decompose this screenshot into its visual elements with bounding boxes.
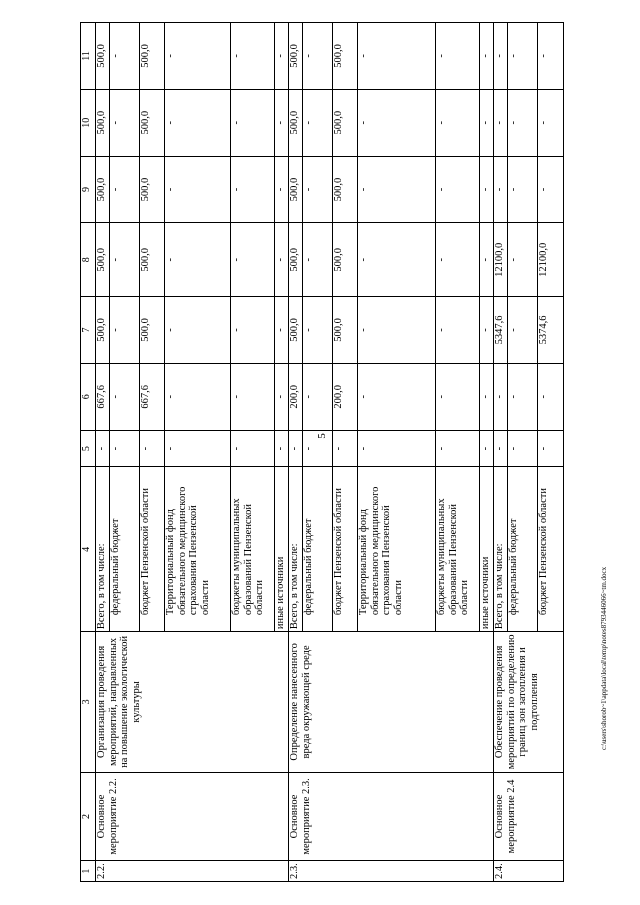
funding-source: бюджет Пензенской области (538, 488, 549, 616)
amount-cell: - (494, 89, 508, 156)
amount-cell: - (494, 23, 508, 90)
col-header: 10 (81, 89, 96, 156)
col-header: 5 (81, 430, 96, 467)
col-header: 11 (81, 23, 96, 90)
amount-cell: - (358, 223, 436, 297)
funding-source-cell (275, 467, 289, 632)
program-table-area (80, 22, 560, 882)
funding-source: Территориальный фонд обязательного медицинского страхования Пензенской области (358, 486, 404, 616)
amount-cell: 5347,6 (494, 297, 508, 364)
amount-cell: 500,0 (333, 23, 358, 90)
amount-cell: 12100,0 (494, 223, 508, 297)
amount-cell: - (165, 23, 231, 90)
amount-cell: 500,0 (289, 297, 303, 364)
amount-cell: - (494, 430, 508, 467)
funding-source: федеральный бюджет (303, 518, 314, 616)
amount-cell: - (303, 430, 333, 467)
funding-source-cell (231, 467, 275, 632)
amount-cell: - (275, 430, 289, 467)
amount-cell: - (358, 156, 436, 223)
funding-source-cell (140, 467, 165, 632)
funding-source-cell (110, 467, 140, 632)
amount-cell: - (110, 156, 140, 223)
amount-cell: 500,0 (333, 297, 358, 364)
amount-cell: - (480, 23, 494, 90)
item-number: 2.2. (96, 861, 289, 882)
item-number: 2.3. (289, 861, 494, 882)
funding-source-cell (494, 467, 508, 632)
amount-cell: - (303, 297, 333, 364)
col-header: 4 (81, 467, 96, 632)
funding-source: федеральный бюджет (110, 518, 121, 616)
funding-source: бюджет Пензенской области (333, 488, 344, 616)
funding-source: Территориальный фонд обязательного медицинского страхования Пензенской области (165, 486, 211, 616)
amount-cell: - (480, 89, 494, 156)
amount-cell: - (358, 89, 436, 156)
amount-cell: - (494, 363, 508, 430)
amount-cell: - (508, 89, 538, 156)
amount-cell: - (480, 223, 494, 297)
amount-cell: - (275, 23, 289, 90)
amount-cell: - (289, 430, 303, 467)
amount-cell: - (480, 363, 494, 430)
funding-source: Всего, в том числе: (96, 543, 107, 630)
amount-cell: - (436, 430, 480, 467)
amount-cell: - (436, 223, 480, 297)
table-row (96, 23, 110, 882)
amount-cell: - (303, 156, 333, 223)
amount-cell: - (165, 89, 231, 156)
col-header: 1 (81, 861, 96, 882)
amount-cell: - (303, 89, 333, 156)
amount-cell: 500,0 (140, 297, 165, 364)
amount-cell: 500,0 (96, 223, 110, 297)
funding-source-cell (480, 467, 494, 632)
amount-cell: - (275, 156, 289, 223)
funding-source: бюджеты муниципальных образований Пензенской области (436, 498, 470, 616)
amount-cell: 500,0 (289, 23, 303, 90)
amount-cell: 500,0 (289, 89, 303, 156)
amount-cell: - (436, 297, 480, 364)
amount-cell: 667,6 (140, 363, 165, 430)
amount-cell: - (358, 430, 436, 467)
amount-cell: - (110, 297, 140, 364)
page-number: 5 (316, 433, 328, 439)
table-row (289, 23, 303, 882)
amount-cell: 500,0 (333, 223, 358, 297)
amount-cell: - (275, 89, 289, 156)
amount-cell: - (231, 430, 275, 467)
amount-cell: - (508, 363, 538, 430)
amount-cell: - (96, 430, 110, 467)
item-number: 2.4. (494, 861, 564, 882)
funding-source-cell (436, 467, 480, 632)
amount-cell: - (538, 363, 564, 430)
amount-cell: 500,0 (140, 223, 165, 297)
funding-source: бюджет Пензенской области (140, 488, 151, 616)
amount-cell: - (165, 430, 231, 467)
amount-cell: - (508, 297, 538, 364)
amount-cell: - (538, 23, 564, 90)
amount-cell: - (110, 430, 140, 467)
amount-cell: - (436, 156, 480, 223)
amount-cell: 12100,0 (538, 223, 564, 297)
amount-cell: - (275, 297, 289, 364)
amount-cell: - (480, 430, 494, 467)
funding-source-cell (333, 467, 358, 632)
funding-source-cell (538, 467, 564, 632)
amount-cell: - (358, 23, 436, 90)
amount-cell: 500,0 (140, 89, 165, 156)
col-header: 6 (81, 363, 96, 430)
amount-cell: - (508, 430, 538, 467)
amount-cell: - (110, 363, 140, 430)
activity-name: Основное мероприятие 2.3. (289, 772, 494, 861)
amount-cell: 500,0 (289, 223, 303, 297)
amount-cell: - (110, 223, 140, 297)
amount-cell: - (436, 363, 480, 430)
funding-source: Всего, в том числе: (494, 543, 505, 630)
col-header: 9 (81, 156, 96, 223)
amount-cell: 667,6 (96, 363, 110, 430)
amount-cell: - (165, 297, 231, 364)
amount-cell: - (231, 89, 275, 156)
amount-cell: - (165, 156, 231, 223)
amount-cell: - (231, 156, 275, 223)
amount-cell: 500,0 (140, 156, 165, 223)
footer-file-path: c:\users\shorob~1\appdata\local\temp\notes8793446066~tm.docx (600, 566, 608, 750)
amount-cell: 500,0 (289, 156, 303, 223)
amount-cell: 500,0 (140, 23, 165, 90)
amount-cell: 500,0 (96, 23, 110, 90)
amount-cell: 500,0 (333, 156, 358, 223)
amount-cell: - (358, 363, 436, 430)
amount-cell: - (110, 89, 140, 156)
amount-cell: - (275, 223, 289, 297)
amount-cell: - (333, 430, 358, 467)
funding-source: бюджеты муниципальных образований Пензенской области (231, 498, 265, 616)
activity-name: Основное мероприятие 2.2. (96, 772, 289, 861)
amount-cell: - (538, 430, 564, 467)
funding-source-cell (289, 467, 303, 632)
amount-cell: 200,0 (289, 363, 303, 430)
amount-cell: - (303, 363, 333, 430)
amount-cell: - (508, 156, 538, 223)
amount-cell: - (231, 23, 275, 90)
program-table (80, 22, 564, 882)
amount-cell: - (165, 223, 231, 297)
amount-cell: 200,0 (333, 363, 358, 430)
amount-cell: - (303, 223, 333, 297)
col-header: 8 (81, 223, 96, 297)
activity-description: Обеспечение проведения мероприятий по определению границ зон затопления и подтопления (494, 632, 564, 772)
amount-cell: - (538, 156, 564, 223)
amount-cell: 500,0 (96, 297, 110, 364)
amount-cell: 500,0 (333, 89, 358, 156)
amount-cell: - (275, 363, 289, 430)
amount-cell: - (508, 223, 538, 297)
table-row (494, 23, 508, 882)
amount-cell: - (231, 223, 275, 297)
amount-cell: - (436, 89, 480, 156)
activity-name: Основное мероприятие 2.4 (494, 772, 564, 861)
funding-source: федеральный бюджет (508, 518, 519, 616)
amount-cell: - (140, 430, 165, 467)
col-header: 7 (81, 297, 96, 364)
funding-source-cell (96, 467, 110, 632)
funding-source-cell (165, 467, 231, 632)
amount-cell: - (508, 23, 538, 90)
amount-cell: - (231, 297, 275, 364)
funding-source: Всего, в том числе: (289, 543, 300, 630)
funding-source: иные источники (480, 556, 491, 630)
amount-cell: - (436, 23, 480, 90)
amount-cell: - (231, 363, 275, 430)
amount-cell: - (165, 363, 231, 430)
amount-cell: - (480, 156, 494, 223)
funding-source: иные источники (275, 556, 286, 630)
amount-cell: 500,0 (96, 156, 110, 223)
funding-source-cell (508, 467, 538, 632)
amount-cell: - (538, 89, 564, 156)
col-header: 2 (81, 772, 96, 861)
amount-cell: - (480, 297, 494, 364)
amount-cell: - (358, 297, 436, 364)
amount-cell: 5374,6 (538, 297, 564, 364)
amount-cell: 500,0 (96, 89, 110, 156)
col-header: 3 (81, 632, 96, 772)
funding-source-cell (303, 467, 333, 632)
funding-source-cell (358, 467, 436, 632)
amount-cell: - (494, 156, 508, 223)
activity-description: Организация проведения мероприятий, направленных на повышение экологической культуры (96, 632, 289, 772)
activity-description: Определение нанесенного вреда окружающей среде (289, 632, 494, 772)
amount-cell: - (303, 23, 333, 90)
header-row (81, 23, 96, 882)
amount-cell: - (110, 23, 140, 90)
